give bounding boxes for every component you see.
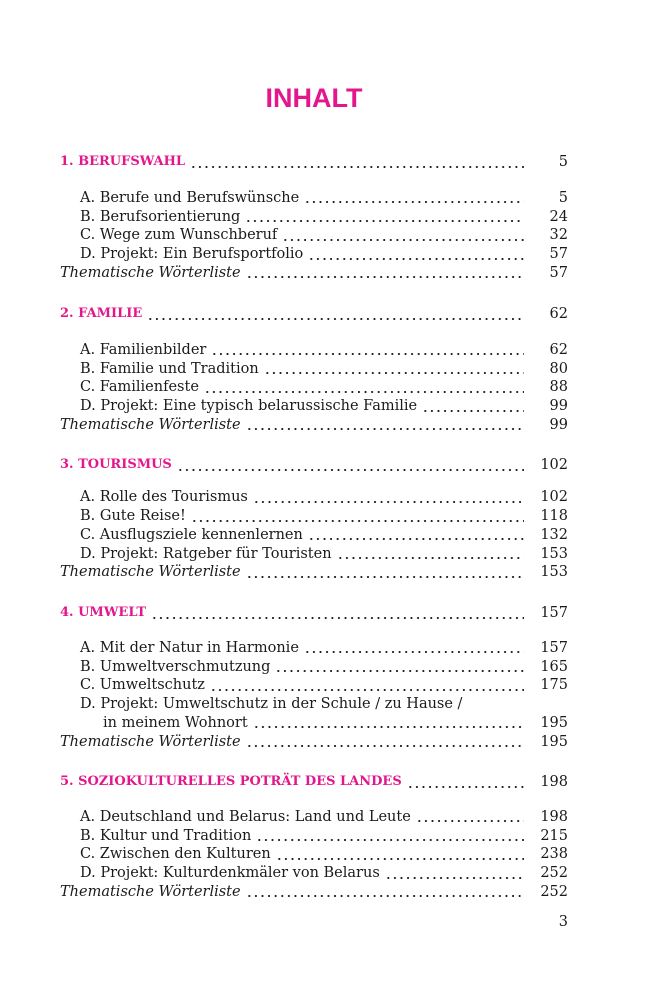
dot-leader bbox=[253, 714, 524, 733]
dot-leader bbox=[191, 507, 524, 526]
dot-leader bbox=[246, 883, 524, 902]
page-number: 24 bbox=[549, 208, 568, 225]
page-number: 102 bbox=[540, 489, 568, 506]
entry-label: B. Berufsorientierung bbox=[80, 208, 241, 225]
toc-entry bbox=[60, 397, 568, 416]
page-number: 252 bbox=[540, 883, 568, 900]
footer-page-number: 3 bbox=[558, 914, 568, 930]
toc-entry bbox=[60, 639, 568, 658]
dot-leader bbox=[308, 526, 524, 545]
toc-entry bbox=[60, 808, 568, 827]
section-heading-row bbox=[60, 153, 568, 172]
toc-entry bbox=[60, 845, 568, 864]
entry-label: A. Deutschland und Belarus: Land und Leute bbox=[80, 808, 411, 825]
toc-entry bbox=[60, 226, 568, 245]
entry-label: A. Familienbilder bbox=[80, 341, 207, 358]
entry-label: C. Umweltschutz bbox=[80, 677, 205, 694]
entry-continuation-row bbox=[60, 714, 568, 733]
toc-entry bbox=[60, 208, 568, 227]
page-number: 5 bbox=[558, 154, 568, 170]
dot-leader bbox=[177, 456, 524, 475]
dot-leader bbox=[246, 563, 524, 582]
toc-entry bbox=[60, 245, 568, 264]
dot-leader bbox=[308, 245, 524, 264]
entry-label: B. Kultur und Tradition bbox=[80, 827, 252, 844]
toc-entry bbox=[60, 658, 568, 677]
dot-leader bbox=[246, 416, 524, 435]
page-number: 195 bbox=[540, 714, 568, 731]
wordlist-entry bbox=[60, 264, 568, 283]
page-number: 153 bbox=[540, 564, 568, 581]
page-number: 99 bbox=[549, 416, 568, 433]
page-number: 57 bbox=[549, 246, 568, 263]
page-number: 5 bbox=[558, 189, 568, 206]
entry-label: A. Mit der Natur in Harmonie bbox=[80, 639, 299, 656]
page-number: 102 bbox=[540, 457, 568, 473]
page-number: 99 bbox=[549, 398, 568, 415]
toc-entry bbox=[60, 488, 568, 507]
section-entries bbox=[60, 639, 568, 752]
page-number: 153 bbox=[540, 545, 568, 562]
section-entries bbox=[60, 189, 568, 283]
dot-leader bbox=[337, 545, 524, 564]
toc-entry bbox=[60, 378, 568, 397]
dot-leader bbox=[264, 360, 524, 379]
section-heading-row bbox=[60, 773, 568, 792]
section-heading-row bbox=[60, 604, 568, 623]
dot-leader bbox=[422, 397, 524, 416]
page-number: 157 bbox=[540, 605, 568, 621]
section-entries bbox=[60, 488, 568, 582]
entry-label: A. Berufe und Berufswünsche bbox=[80, 189, 300, 206]
dot-leader bbox=[211, 341, 524, 360]
section-heading: 5. SOZIOKULTURELLES POTRÄT DES LANDES bbox=[60, 774, 402, 789]
page-number: 198 bbox=[540, 808, 568, 825]
toc-entry bbox=[60, 189, 568, 208]
section-heading-row bbox=[60, 305, 568, 324]
dot-leader bbox=[210, 676, 524, 695]
toc-entry bbox=[60, 526, 568, 545]
entry-label: C. Familienfeste bbox=[80, 379, 199, 396]
toc-section bbox=[60, 773, 568, 902]
wordlist-label: Thematische Wörterliste bbox=[60, 416, 241, 433]
page-number: 118 bbox=[540, 508, 568, 525]
dot-leader bbox=[204, 378, 524, 397]
entry-label: B. Gute Reise! bbox=[80, 508, 186, 525]
toc-entry bbox=[60, 507, 568, 526]
dot-leader bbox=[256, 827, 524, 846]
wordlist-entry bbox=[60, 563, 568, 582]
dot-leader bbox=[147, 305, 524, 324]
page-number: 175 bbox=[540, 677, 568, 694]
wordlist-entry bbox=[60, 883, 568, 902]
toc-section bbox=[60, 305, 568, 435]
entry-continuation: in meinem Wohnort bbox=[103, 714, 248, 731]
section-entries bbox=[60, 341, 568, 435]
page-number: 165 bbox=[540, 658, 568, 675]
page-number: 62 bbox=[549, 306, 568, 322]
wordlist-label: Thematische Wörterliste bbox=[60, 564, 241, 581]
dot-leader bbox=[246, 264, 524, 283]
entry-label: D. Projekt: Ein Berufsportfolio bbox=[80, 246, 304, 263]
page-number: 238 bbox=[540, 846, 568, 863]
dot-leader bbox=[275, 658, 524, 677]
dot-leader bbox=[190, 153, 524, 172]
dot-leader bbox=[151, 604, 524, 623]
entry-label: D. Projekt: Eine typisch belarussische Familie bbox=[80, 398, 418, 415]
wordlist-entry bbox=[60, 416, 568, 435]
entry-label: C. Ausflugsziele kennenlernen bbox=[80, 526, 303, 543]
wordlist-label: Thematische Wörterliste bbox=[60, 264, 241, 281]
toc-entry bbox=[60, 360, 568, 379]
toc-section bbox=[60, 153, 568, 283]
section-heading: 2. FAMILIE bbox=[60, 306, 143, 321]
toc-entry bbox=[60, 864, 568, 883]
toc-entry bbox=[60, 341, 568, 360]
dot-leader bbox=[245, 208, 524, 227]
entry-label: D. Projekt: Ratgeber für Touristen bbox=[80, 545, 332, 562]
toc-section bbox=[60, 456, 568, 582]
entry-label: C. Zwischen den Kulturen bbox=[80, 846, 271, 863]
wordlist-label: Thematische Wörterliste bbox=[60, 733, 241, 750]
section-heading-row bbox=[60, 456, 568, 475]
entry-label: D. Projekt: Umweltschutz in der Schule / zu Hause / bbox=[80, 696, 463, 713]
page-number: 157 bbox=[540, 639, 568, 656]
page-number: 215 bbox=[540, 827, 568, 844]
entry-label: B. Familie und Tradition bbox=[80, 360, 259, 377]
dot-leader bbox=[276, 845, 524, 864]
section-heading: 3. TOURISMUS bbox=[60, 457, 172, 472]
wordlist-entry bbox=[60, 733, 568, 752]
dot-leader bbox=[246, 733, 524, 752]
page-number: 132 bbox=[540, 526, 568, 543]
page-number: 32 bbox=[549, 227, 568, 244]
toc-entry bbox=[60, 676, 568, 695]
entry-label: C. Wege zum Wunschberuf bbox=[80, 227, 278, 244]
page-number: 198 bbox=[540, 774, 568, 790]
dot-leader bbox=[385, 864, 524, 883]
dot-leader bbox=[253, 488, 524, 507]
dot-leader bbox=[282, 226, 524, 245]
toc-entry-multiline bbox=[60, 695, 568, 714]
page-number: 80 bbox=[549, 360, 568, 377]
toc-entry bbox=[60, 827, 568, 846]
dot-leader bbox=[304, 639, 524, 658]
page-title: INHALT bbox=[265, 83, 363, 113]
wordlist-label: Thematische Wörterliste bbox=[60, 883, 241, 900]
page-number: 252 bbox=[540, 865, 568, 882]
entry-label: A. Rolle des Tourismus bbox=[80, 489, 248, 506]
page-number: 57 bbox=[549, 264, 568, 281]
entry-label: B. Umweltverschmutzung bbox=[80, 658, 271, 675]
toc-entry bbox=[60, 545, 568, 564]
dot-leader bbox=[416, 808, 524, 827]
section-heading: 4. UMWELT bbox=[60, 605, 147, 620]
page-number: 62 bbox=[549, 341, 568, 358]
entry-label: D. Projekt: Kulturdenkmäler von Belarus bbox=[80, 865, 380, 882]
dot-leader bbox=[407, 773, 524, 792]
section-heading: 1. BERUFSWAHL bbox=[60, 154, 186, 169]
section-entries bbox=[60, 808, 568, 902]
dot-leader bbox=[304, 189, 524, 208]
page-number: 88 bbox=[549, 379, 568, 396]
page-number: 195 bbox=[540, 733, 568, 750]
toc-section bbox=[60, 604, 568, 752]
